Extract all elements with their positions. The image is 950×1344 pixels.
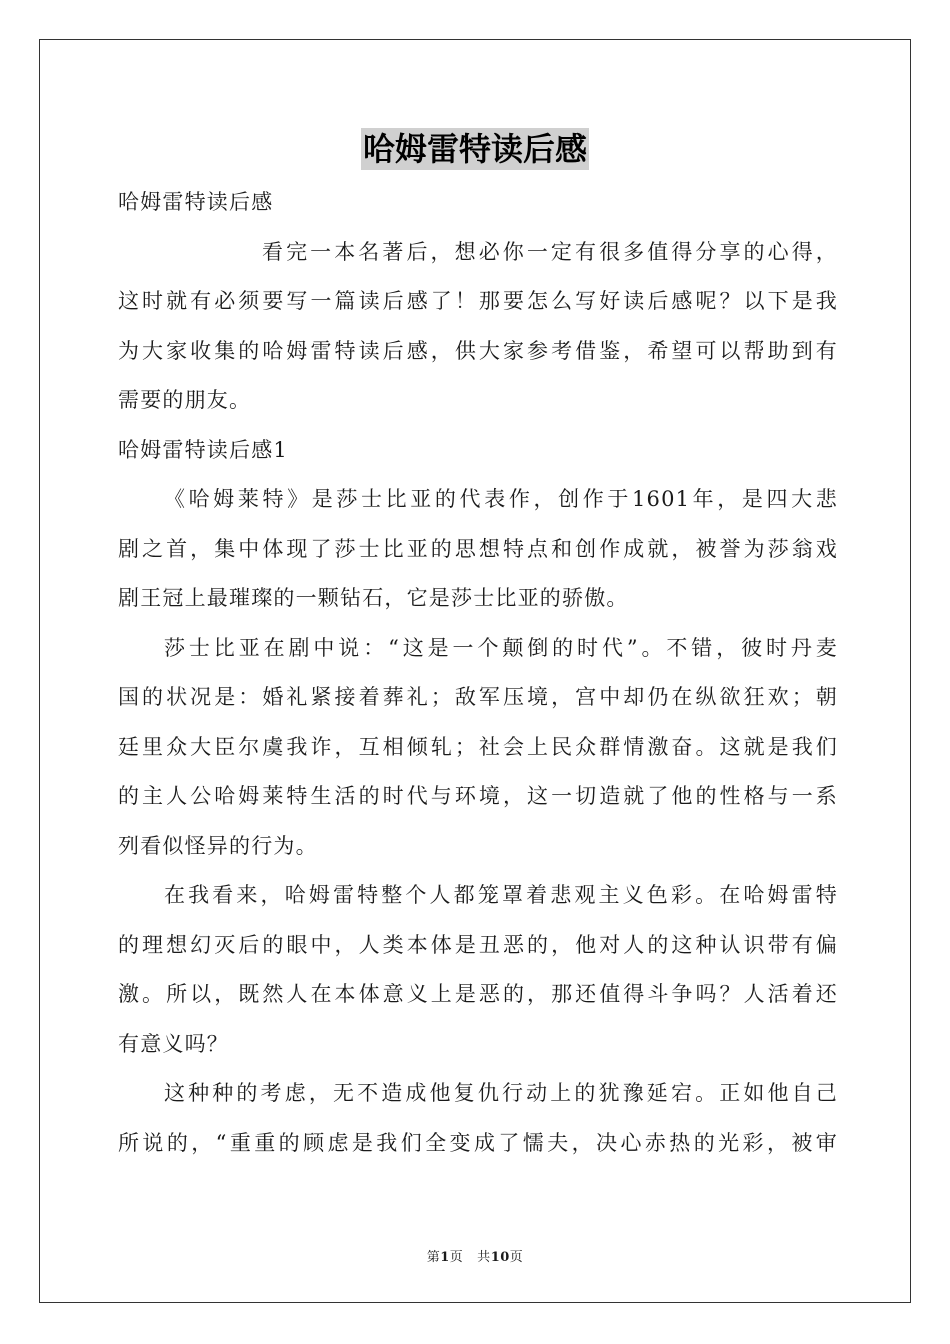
intro-line: 看完一本名著后，想必你一定有很多值得分享的心得，	[262, 239, 838, 264]
subtitle: 哈姆雷特读后感	[118, 190, 274, 214]
total-prefix: 共	[477, 1250, 491, 1265]
intro-line: 这时就有必须要写一篇读后感了！那要怎么写好读后感呢？以下是我	[118, 289, 838, 313]
page-footer	[0, 1246, 950, 1265]
page-suffix: 页	[449, 1250, 464, 1265]
paragraph-line: 这种种的考虑，无不造成他复仇行动上的犹豫延宕。正如他自己	[164, 1081, 838, 1105]
document-title: 哈姆雷特读后感	[362, 130, 587, 168]
body-paragraph	[118, 871, 838, 1069]
paragraph-line: 列看似怪异的行为。	[118, 833, 318, 858]
total-suffix: 页	[509, 1250, 524, 1265]
body-paragraph	[118, 475, 838, 624]
paragraph-line: 廷里众大臣尔虞我诈，互相倾轧；社会上民众群情激奋。这就是我们	[118, 734, 838, 759]
paragraph-line: 剧之首，集中体现了莎士比亚的思想特点和创作成就，被誉为莎翁戏	[118, 536, 838, 561]
page-number: 1	[440, 1250, 450, 1265]
section-heading: 哈姆雷特读后感1	[118, 437, 288, 462]
body-paragraph	[118, 1069, 838, 1168]
paragraph-line: 所说的，“重重的顾虑是我们全变成了懦夫，决心赤热的光彩，被审	[118, 1130, 838, 1155]
intro-line: 需要的朋友。	[118, 388, 252, 412]
paragraph-line: 剧王冠上最璀璨的一颗钻石，它是莎士比亚的骄傲。	[118, 586, 629, 610]
page-prefix: 第	[426, 1250, 441, 1265]
title-container	[0, 128, 950, 170]
intro-line: 为大家收集的哈姆雷特读后感，供大家参考借鉴，希望可以帮助到有	[118, 338, 838, 363]
document-body	[118, 178, 838, 1168]
body-paragraph	[118, 624, 838, 872]
paragraph-line: 《哈姆莱特》是莎士比亚的代表作，创作于1601年，是四大悲	[164, 487, 838, 511]
paragraph-line: 的理想幻灭后的眼中，人类本体是丑恶的，他对人的这种认识带有偏	[118, 932, 838, 957]
paragraph-line: 的主人公哈姆莱特生活的时代与环境，这一切造就了他的性格与一系	[118, 784, 838, 808]
total-pages: 10	[490, 1250, 510, 1265]
paragraph-line: 在我看来，哈姆雷特整个人都笼罩着悲观主义色彩。在哈姆雷特	[164, 883, 838, 907]
paragraph-line: 莎士比亚在剧中说：“这是一个颠倒的时代”。不错，彼时丹麦	[164, 635, 838, 660]
paragraph-line: 有意义吗？	[118, 1031, 229, 1056]
intro-paragraph	[118, 228, 838, 426]
paragraph-line: 激。所以，既然人在本体意义上是恶的，那还值得斗争吗？人活着还	[118, 982, 838, 1006]
paragraph-line: 国的状况是：婚礼紧接着葬礼；敌军压境，宫中却仍在纵欲狂欢；朝	[118, 685, 838, 709]
